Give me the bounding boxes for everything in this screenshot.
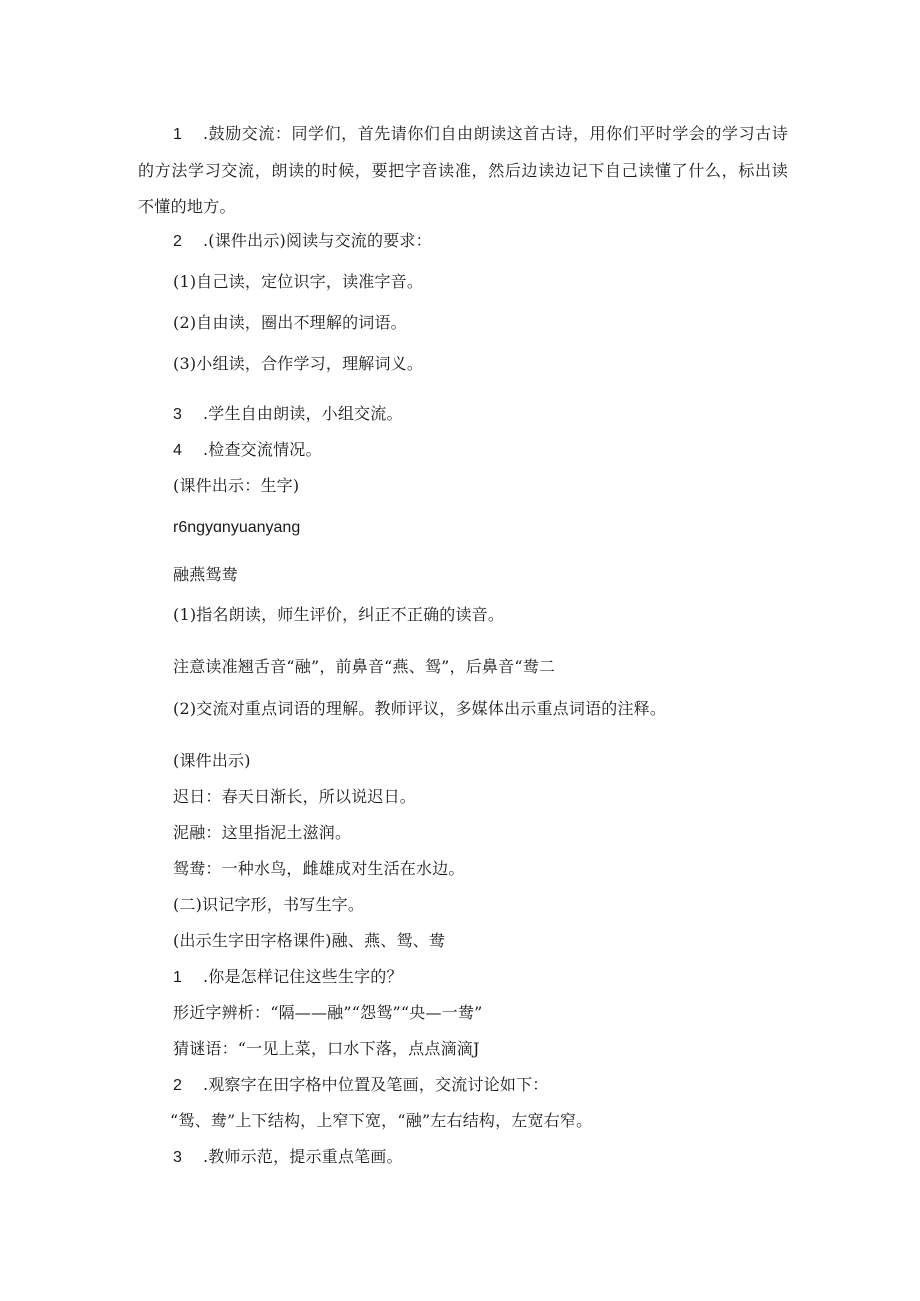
definition-yuanyang: 鸳鸯：一种水鸟，雌雄成对生活在水边。 — [173, 859, 465, 878]
list-number: 4 — [173, 442, 183, 459]
list-text: .教师示范，提示重点笔画。 — [203, 1147, 403, 1166]
characters-line: 融燕鸳鸯 — [173, 565, 238, 584]
list-number: 3 — [173, 1149, 183, 1166]
section-heading-2: (二)识记字形，书写生字。 — [173, 895, 365, 914]
list-text: .观察字在田字格中位置及笔画，交流讨论如下： — [203, 1075, 549, 1094]
list-number: 1 — [173, 126, 183, 143]
list-item-2 — [173, 231, 432, 252]
step-1: (1)指名朗读，师生评价，纠正不正确的读音。 — [173, 605, 505, 624]
courseware-characters: (出示生字田字格课件)融、燕、鸳、鸯 — [173, 931, 446, 950]
courseware-label: (课件出示：生字) — [173, 476, 300, 495]
list-text: .(课件出示)阅读与交流的要求： — [203, 231, 432, 250]
list-item-3 — [173, 404, 403, 425]
requirement-2: (2)自由读，圈出不理解的词语。 — [173, 313, 407, 332]
list-item-b1 — [173, 967, 403, 988]
list-text: .检查交流情况。 — [203, 440, 322, 459]
definition-nirong: 泥融：这里指泥土滋润。 — [173, 823, 352, 842]
list-item-b2 — [173, 1075, 549, 1096]
requirement-3: (3)小组读，合作学习，理解词义。 — [173, 354, 424, 373]
pronunciation-note: 注意读准翘舌音“融”，前鼻音“燕、鸳”，后鼻音“鸯二 — [173, 657, 556, 676]
requirement-1: (1)自己读，定位识字，读准字音。 — [173, 272, 424, 291]
list-number: 3 — [173, 406, 183, 423]
structure-note: “鸳、鸯”上下结构，上窄下宽，“融”左右结构，左宽右窄。 — [170, 1111, 593, 1130]
list-number: 2 — [173, 1077, 183, 1094]
paragraph-text: .鼓励交流：同学们，首先请你们自由朗读这首古诗，用你们平时学会的学习古诗的方法学习交流，朗读的时候，要把字音读准，然后边读边记下自己读懂了什么，标出读不懂的地方。 — [138, 124, 788, 216]
list-number: 1 — [173, 969, 183, 986]
list-number: 2 — [173, 233, 183, 250]
list-text: .学生自由朗读，小组交流。 — [203, 404, 403, 423]
list-item-4 — [173, 440, 322, 461]
definition-chiri: 迟日：春天日渐长，所以说迟日。 — [173, 787, 417, 806]
riddle-line: 猜谜语：“一见上菜，口水下落，点点滴滴J — [173, 1039, 480, 1058]
similar-characters: 形近字辨析：“隔——融”“怨鸳”“央—一鸯” — [173, 1003, 483, 1022]
paragraph-1 — [138, 116, 788, 225]
list-item-b3 — [173, 1147, 403, 1168]
step-2: (2)交流对重点词语的理解。教师评议，多媒体出示重点词语的注释。 — [173, 699, 667, 718]
pinyin-line: r6ngyɑnyuanyang — [173, 519, 301, 536]
list-text: .你是怎样记住这些生字的？ — [203, 967, 403, 986]
courseware-label-2: (课件出示) — [173, 751, 251, 770]
